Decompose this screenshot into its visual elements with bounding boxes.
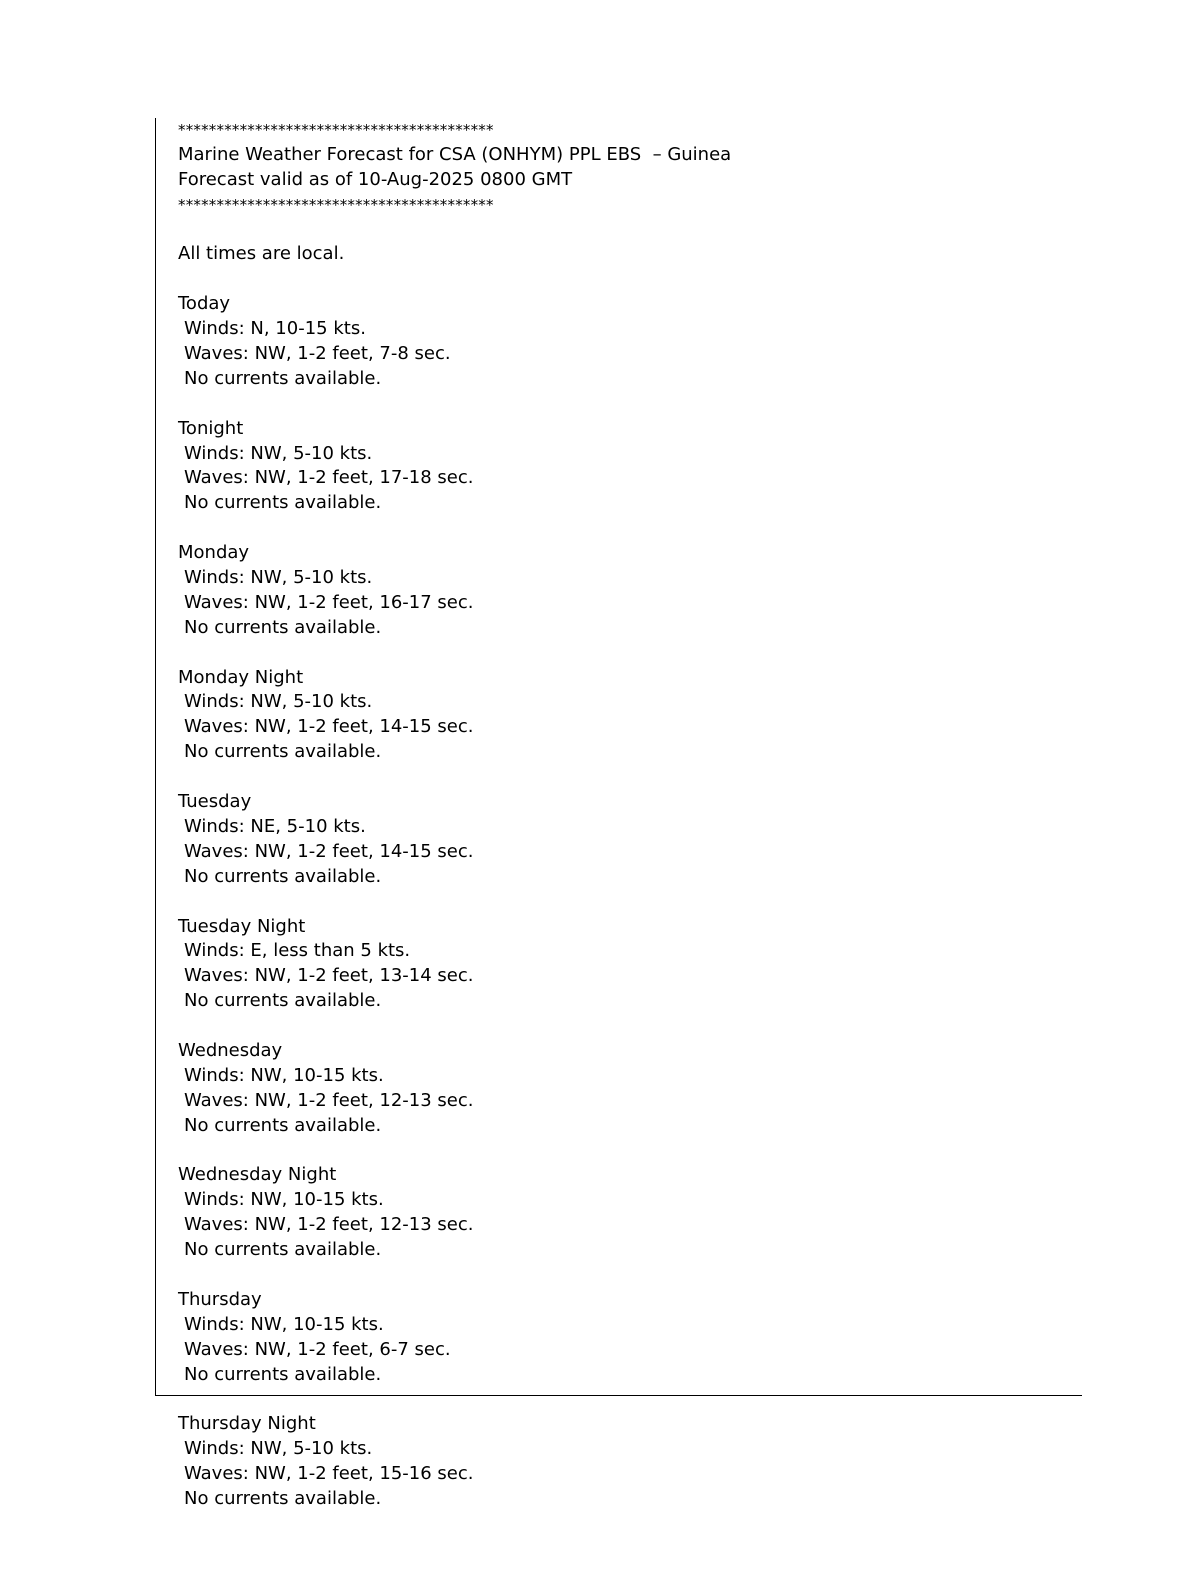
spacer (178, 218, 1058, 243)
time-note: All times are local. (178, 243, 345, 265)
period-winds: Winds: E, less than 5 kts. (184, 940, 411, 962)
period-block (178, 1014, 1058, 1138)
period-currents: No currents available. (184, 616, 382, 638)
forecast-title: Marine Weather Forecast for CSA (ONHYM) PPL EBS – Guinea (178, 143, 732, 165)
period-winds: Winds: NW, 5-10 kts. (184, 1438, 373, 1460)
header-stars-bottom: ***************************************** (178, 195, 494, 214)
period-winds: Winds: NE, 5-10 kts. (184, 815, 366, 837)
period-currents: No currents available. (184, 1239, 382, 1261)
spacer (178, 1263, 1058, 1288)
period-name: Today (178, 293, 231, 315)
period-name: Thursday (178, 1288, 262, 1310)
period-currents: No currents available. (184, 741, 382, 763)
spacer (178, 392, 1058, 417)
period-currents: No currents available. (184, 865, 382, 887)
spacer (178, 1014, 1058, 1039)
period-waves: Waves: NW, 1-2 feet, 16-17 sec. (184, 591, 474, 613)
frame-left-border (155, 118, 156, 1396)
period-block (178, 765, 1058, 889)
period-block (178, 641, 1058, 765)
period-winds: Winds: NW, 10-15 kts. (184, 1313, 384, 1335)
period-list (178, 267, 1058, 1512)
spacer (178, 641, 1058, 666)
period-winds: Winds: NW, 5-10 kts. (184, 442, 373, 464)
period-winds: Winds: NW, 5-10 kts. (184, 691, 373, 713)
period-name: Monday (178, 542, 250, 564)
period-name: Tonight (178, 417, 244, 439)
forecast-text (178, 118, 1058, 1512)
period-currents: No currents available. (184, 1487, 382, 1509)
period-block (178, 1387, 1058, 1511)
period-block (178, 890, 1058, 1014)
spacer (178, 1139, 1058, 1164)
period-currents: No currents available. (184, 1363, 382, 1385)
period-block (178, 1139, 1058, 1263)
period-waves: Waves: NW, 1-2 feet, 14-15 sec. (184, 840, 474, 862)
period-winds: Winds: N, 10-15 kts. (184, 318, 366, 340)
period-waves: Waves: NW, 1-2 feet, 15-16 sec. (184, 1463, 474, 1485)
period-block (178, 1263, 1058, 1387)
period-currents: No currents available. (184, 990, 382, 1012)
spacer (178, 1387, 1058, 1412)
period-currents: No currents available. (184, 367, 382, 389)
period-block (178, 392, 1058, 516)
period-name: Monday Night (178, 666, 304, 688)
spacer (178, 267, 1058, 292)
period-winds: Winds: NW, 5-10 kts. (184, 567, 373, 589)
period-waves: Waves: NW, 1-2 feet, 12-13 sec. (184, 1214, 474, 1236)
period-name: Tuesday (178, 791, 252, 813)
spacer (178, 890, 1058, 915)
spacer (178, 516, 1058, 541)
period-currents: No currents available. (184, 1114, 382, 1136)
header-stars-top: ***************************************** (178, 121, 494, 139)
period-waves: Waves: NW, 1-2 feet, 12-13 sec. (184, 1089, 474, 1111)
period-name: Thursday Night (178, 1413, 316, 1435)
period-waves: Waves: NW, 1-2 feet, 7-8 sec. (184, 343, 451, 365)
period-name: Tuesday Night (178, 915, 306, 937)
period-winds: Winds: NW, 10-15 kts. (184, 1189, 384, 1211)
period-waves: Waves: NW, 1-2 feet, 14-15 sec. (184, 716, 474, 738)
period-waves: Waves: NW, 1-2 feet, 6-7 sec. (184, 1338, 451, 1360)
period-winds: Winds: NW, 10-15 kts. (184, 1064, 384, 1086)
period-waves: Waves: NW, 1-2 feet, 17-18 sec. (184, 467, 474, 489)
period-block (178, 267, 1058, 391)
period-block (178, 516, 1058, 640)
period-name: Wednesday (178, 1039, 283, 1061)
forecast-valid-time: Forecast valid as of 10-Aug-2025 0800 GMT (178, 168, 573, 190)
period-name: Wednesday Night (178, 1164, 337, 1186)
period-currents: No currents available. (184, 492, 382, 514)
spacer (178, 765, 1058, 790)
period-waves: Waves: NW, 1-2 feet, 13-14 sec. (184, 965, 474, 987)
